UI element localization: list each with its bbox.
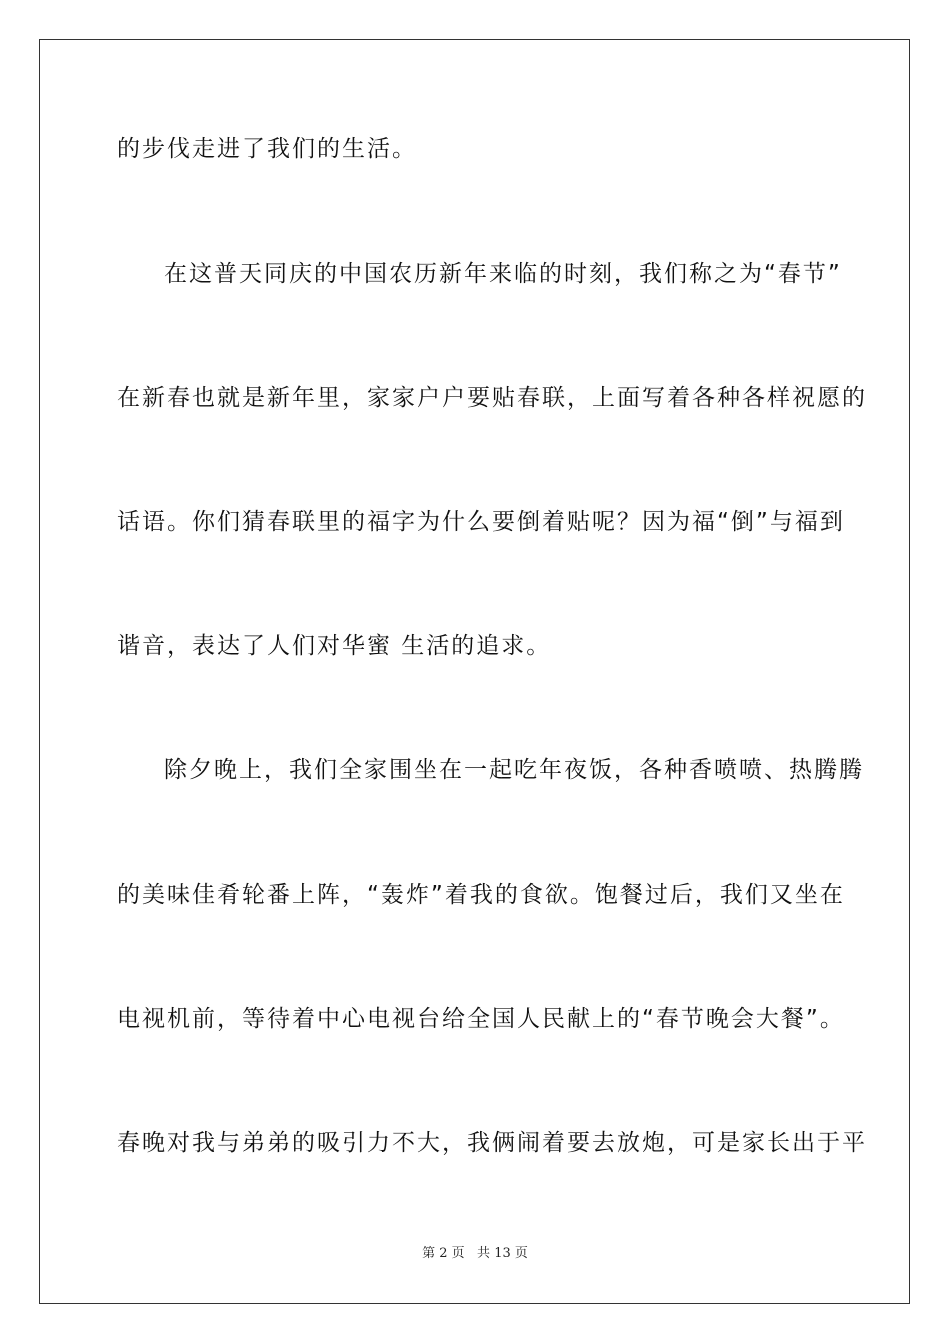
page-border xyxy=(39,39,910,1304)
text-line: 电视机前，等待着中心电视台给全国人民献上的“春节晚会大餐”。 xyxy=(117,1006,845,1032)
text-line: 的步伐走进了我们的生活。 xyxy=(117,136,417,162)
text-line: 在新春也就是新年里，家家户户要贴春联，上面写着各种各样祝愿的 xyxy=(117,385,867,411)
text-line: 春晚对我与弟弟的吸引力不大，我俩闹着要去放炮，可是家长出于平 xyxy=(117,1130,867,1156)
paragraph-first-line: 除夕晚上，我们全家围坐在一起吃年夜饭，各种香喷喷、热腾腾 xyxy=(164,757,864,783)
paragraph-first-line: 在这普天同庆的中国农历新年来临的时刻，我们称之为“春节” xyxy=(164,261,842,287)
text-line: 谐音，表达了人们对华蜜 生活的追求。 xyxy=(117,633,552,659)
text-line: 话语。你们猜春联里的福字为什么要倒着贴呢？因为福“倒”与福到 xyxy=(117,509,845,535)
text-line: 的美味佳肴轮番上阵，“轰炸”着我的食欲。饱餐过后，我们又坐在 xyxy=(117,882,845,908)
page-number-footer: 第 2 页 共 13 页 xyxy=(422,1246,528,1261)
